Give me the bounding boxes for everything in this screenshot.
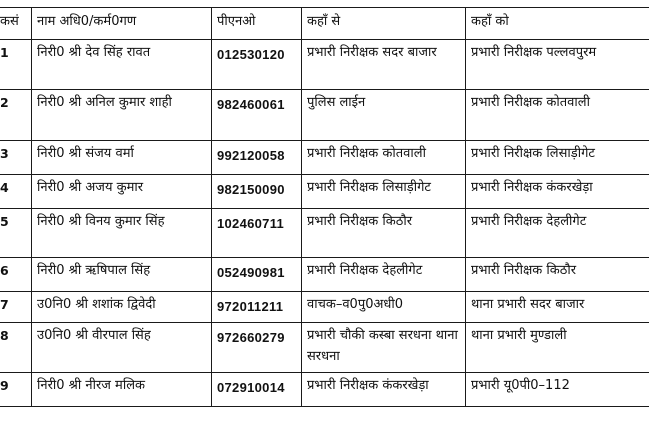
cell-name: निरी0 श्री देव सिंह रावत <box>32 40 212 90</box>
header-pno: पीएनओ <box>212 8 302 40</box>
header-from: कहाँ से <box>302 8 466 40</box>
header-sno: कसं <box>0 8 32 40</box>
cell-from: प्रभारी निरीक्षक किठौर <box>302 209 466 258</box>
cell-from: वाचक–व0पु0अधी0 <box>302 292 466 323</box>
cell-sno: 6 <box>0 258 32 292</box>
cell-to: प्रभारी निरीक्षक किठौर <box>466 258 649 292</box>
cell-name: निरी0 श्री नीरज मलिक <box>32 373 212 407</box>
cut-off-bottom-text <box>0 434 649 440</box>
table-row <box>0 209 649 258</box>
cell-pno: 982150090 <box>212 175 302 209</box>
cell-pno: 012530120 <box>212 40 302 90</box>
cell-pno: 072910014 <box>212 373 302 407</box>
table-row <box>0 40 649 90</box>
cell-name: निरी0 श्री ऋषिपाल सिंह <box>32 258 212 292</box>
cell-sno: 7 <box>0 292 32 323</box>
cell-from: प्रभारी चौकी कस्बा सरधना थाना सरधना <box>302 323 466 373</box>
cell-pno: 972011211 <box>212 292 302 323</box>
table-row <box>0 323 649 373</box>
cell-name: निरी0 श्री संजय वर्मा <box>32 141 212 175</box>
table-row <box>0 373 649 407</box>
table-row <box>0 258 649 292</box>
cell-sno: 1 <box>0 40 32 90</box>
cell-from: प्रभारी निरीक्षक सदर बाजार <box>302 40 466 90</box>
cell-from: प्रभारी निरीक्षक कंकरखेड़ा <box>302 373 466 407</box>
table-row <box>0 292 649 323</box>
cell-from: प्रभारी निरीक्षक देहलीगेट <box>302 258 466 292</box>
cell-to: प्रभारी निरीक्षक पल्लवपुरम <box>466 40 649 90</box>
cell-to: प्रभारी यू0पी0–112 <box>466 373 649 407</box>
cell-pno: 982460061 <box>212 90 302 141</box>
cell-pno: 052490981 <box>212 258 302 292</box>
cell-name: निरी0 श्री विनय कुमार सिंह <box>32 209 212 258</box>
cell-sno: 4 <box>0 175 32 209</box>
cell-name: उ0नि0 श्री वीरपाल सिंह <box>32 323 212 373</box>
cell-sno: 8 <box>0 323 32 373</box>
cell-name: निरी0 श्री अनिल कुमार शाही <box>32 90 212 141</box>
cell-to: प्रभारी निरीक्षक कंकरखेड़ा <box>466 175 649 209</box>
cell-from: प्रभारी निरीक्षक कोतवाली <box>302 141 466 175</box>
cell-to: थाना प्रभारी सदर बाजार <box>466 292 649 323</box>
table-row <box>0 175 649 209</box>
cell-pno: 992120058 <box>212 141 302 175</box>
table-row <box>0 141 649 175</box>
cell-from: प्रभारी निरीक्षक लिसाड़ीगेट <box>302 175 466 209</box>
table-header-row <box>0 8 649 40</box>
cell-to: थाना प्रभारी मुण्डाली <box>466 323 649 373</box>
cell-name: उ0नि0 श्री शशांक द्विवेदी <box>32 292 212 323</box>
transfer-table <box>0 7 649 407</box>
table-row <box>0 90 649 141</box>
cell-sno: 2 <box>0 90 32 141</box>
cell-name: निरी0 श्री अजय कुमार <box>32 175 212 209</box>
cell-pno: 102460711 <box>212 209 302 258</box>
header-name: नाम अधि0/कर्म0गण <box>32 8 212 40</box>
cell-sno: 3 <box>0 141 32 175</box>
cut-off-top-text <box>0 0 649 6</box>
cell-from: पुलिस लाईन <box>302 90 466 141</box>
cell-pno: 972660279 <box>212 323 302 373</box>
cell-to: प्रभारी निरीक्षक देहलीगेट <box>466 209 649 258</box>
header-to: कहाँ को <box>466 8 649 40</box>
cell-sno: 9 <box>0 373 32 407</box>
cell-to: प्रभारी निरीक्षक कोतवाली <box>466 90 649 141</box>
cell-sno: 5 <box>0 209 32 258</box>
cell-to: प्रभारी निरीक्षक लिसाड़ीगेट <box>466 141 649 175</box>
